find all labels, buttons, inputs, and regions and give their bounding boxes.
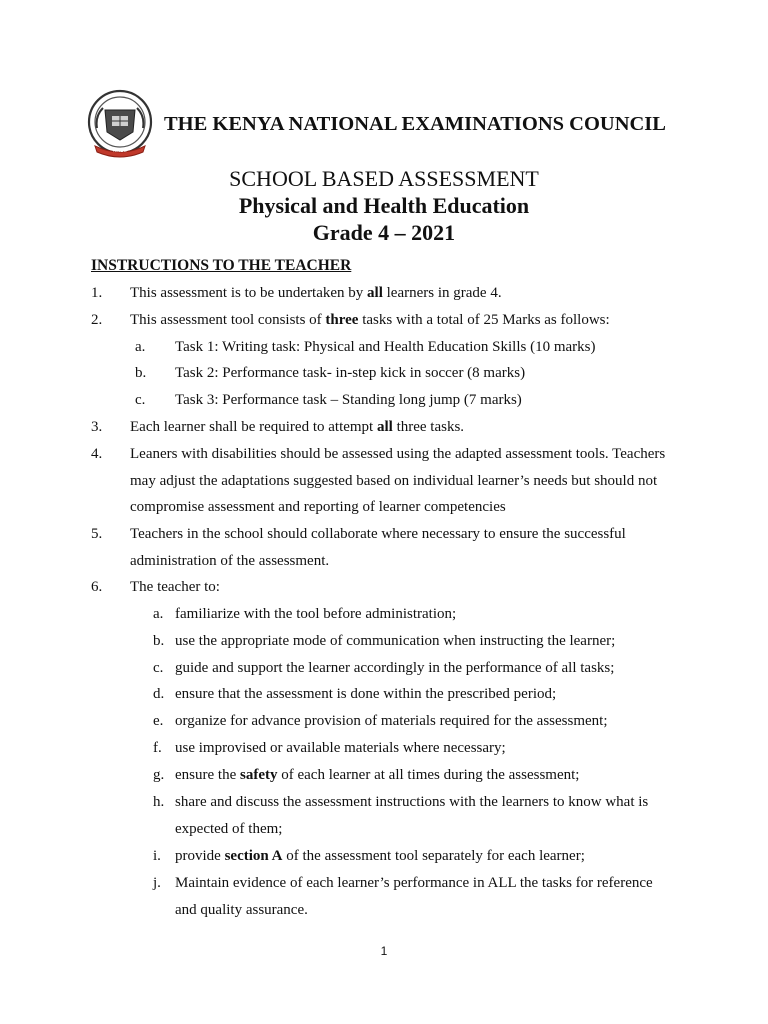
assessment-title: SCHOOL BASED ASSESSMENT — [229, 166, 539, 191]
item-number: 4. — [91, 446, 103, 462]
sub-item: Maintain evidence of each learner’s performance in ALL the tasks for reference — [175, 875, 653, 891]
sub-item-line: and quality assurance. — [175, 902, 308, 918]
sub-item: Task 1: Writing task: Physical and Health Education Skills (10 marks) — [175, 339, 596, 355]
sub-item: use improvised or available materials where necessary; — [175, 740, 506, 756]
sub-item-letter: b. — [135, 365, 147, 381]
sub-item: organize for advance provision of materials required for the assessment; — [175, 713, 608, 729]
item-number: 2. — [91, 312, 103, 328]
sub-item-letter: a. — [153, 606, 164, 622]
sub-item-letter: d. — [153, 686, 165, 702]
sub-item-letter: e. — [153, 713, 164, 729]
grade-title: Grade 4 – 2021 — [312, 220, 456, 245]
list-item: This assessment is to be undertaken by all learners in grade 4. — [130, 285, 502, 301]
list-item: This assessment tool consists of three tasks with a total of 25 Marks as follows: — [130, 312, 610, 328]
knec-seal-logo — [85, 88, 155, 162]
sub-item-letter: j. — [153, 875, 161, 891]
subject-title: Physical and Health Education — [238, 193, 530, 218]
list-item-line: may adjust the adaptations suggested based on individual learner’s needs but should not — [130, 473, 658, 489]
sub-item: ensure that the assessment is done within the prescribed period; — [175, 686, 557, 702]
item-number: 6. — [91, 579, 103, 595]
sub-item-letter: b. — [153, 633, 165, 649]
sub-item: familiarize with the tool before administration; — [175, 606, 457, 622]
page-number: 1 — [380, 944, 388, 958]
sub-item-letter: c. — [135, 392, 146, 408]
council-name: THE KENYA NATIONAL EXAMINATIONS COUNCIL — [164, 113, 666, 135]
sub-item-letter: h. — [153, 794, 165, 810]
sub-item-letter: a. — [135, 339, 146, 355]
sub-item-letter: c. — [153, 660, 164, 676]
sub-item: share and discuss the assessment instructions with the learners to know what is — [175, 794, 649, 810]
item-number: 3. — [91, 419, 103, 435]
list-item: Each learner shall be required to attempt all three tasks. — [130, 419, 465, 435]
sub-item-line: expected of them; — [175, 821, 283, 837]
item-number: 1. — [91, 285, 103, 301]
sub-item: Task 2: Performance task- in-step kick in soccer (8 marks) — [175, 365, 526, 381]
sub-item-letter: i. — [153, 848, 161, 864]
sub-item: guide and support the learner accordingly in the performance of all tasks; — [175, 660, 615, 676]
item-number: 5. — [91, 526, 103, 542]
sub-item-letter: g. — [153, 767, 165, 783]
svg-text:KNEC: KNEC — [113, 148, 127, 154]
sub-item: use the appropriate mode of communication when instructing the learner; — [175, 633, 616, 649]
list-item-line: Teachers in the school should collaborate where necessary to ensure the successful — [130, 526, 626, 542]
sub-item: Task 3: Performance task – Standing long jump (7 marks) — [175, 392, 522, 408]
sub-item-letter: f. — [153, 740, 162, 756]
sub-item: ensure the safety of each learner at all times during the assessment; — [175, 767, 580, 783]
sub-item: provide section A of the assessment tool separately for each learner; — [175, 848, 585, 864]
instructions-heading: INSTRUCTIONS TO THE TEACHER — [91, 257, 352, 274]
list-item-line: Leaners with disabilities should be assessed using the adapted assessment tools. Teachers — [130, 446, 666, 462]
list-item-line: compromise assessment and reporting of learner competencies — [130, 499, 506, 515]
list-item: The teacher to: — [130, 579, 220, 595]
list-item-line: administration of the assessment. — [130, 553, 330, 569]
